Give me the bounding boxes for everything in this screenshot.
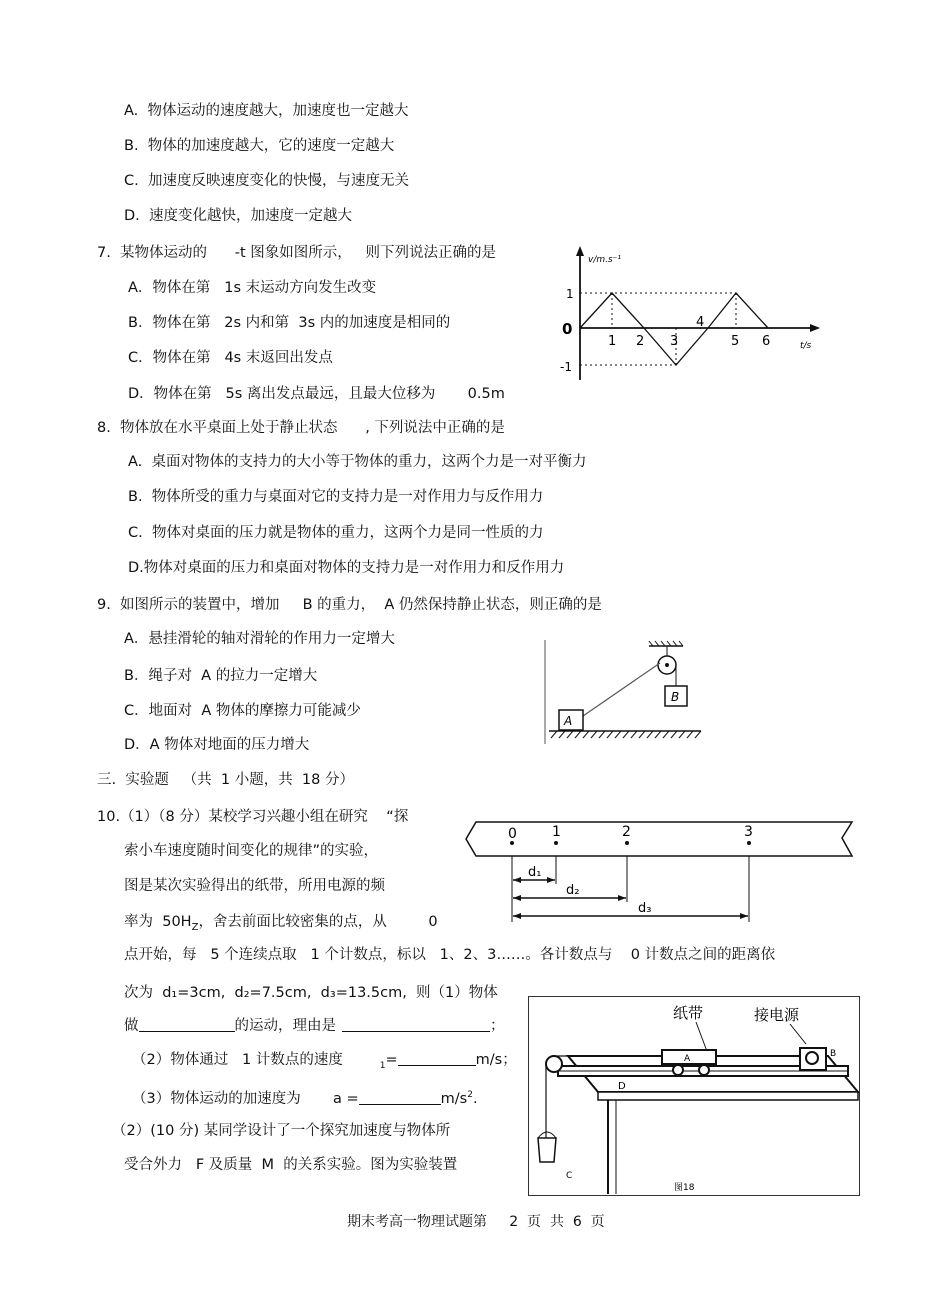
blank-velocity[interactable] [398, 1050, 476, 1066]
q8-option-c: C. 物体对桌面的压力就是物体的重力，这两个力是同一性质的力 [128, 525, 544, 541]
vt-graph [558, 240, 824, 388]
q10-line-8: （2）物体通过 1 计数点的速度 $_1$= m/s； [132, 1052, 517, 1071]
q8-option-b: B. 物体所受的重力与桌面对它的支持力是一对作用力与反作用力 [128, 489, 544, 505]
q10-line-10: （2）(10 分) 某同学设计了一个探究加速度与物体所 [112, 1123, 451, 1139]
blank-acceleration[interactable] [359, 1089, 441, 1105]
apparatus-label-bucket: C [566, 1171, 573, 1181]
tape-point-3: 3 [744, 824, 753, 840]
q10-line-11: 受合外力 F 及质量 M 的关系实验。图为实验装置 [124, 1157, 458, 1173]
q10-line-4: 率为 $50H_Z$，舍去前面比较密集的点，从 0 [124, 914, 438, 933]
graph-tick-2: 2 [636, 334, 645, 349]
apparatus-label-cart: A [684, 1054, 691, 1064]
q10-line-9: （3）物体运动的加速度为 $a = m/s^2$. [132, 1090, 478, 1107]
tape-d3: d₃ [638, 901, 652, 916]
tape-point-0: 0 [508, 826, 517, 842]
apparatus-label-power: 接电源 [754, 1006, 800, 1024]
tape-d2: d₂ [566, 883, 580, 898]
q10-line-5: 点开始，每 5 个连续点取 1 个计数点，标以 1、2、3……。各计数点与 0 计数点之间的距离依 [124, 947, 776, 963]
apparatus-label-board: D [618, 1081, 626, 1092]
q10-line-7: 做 的运动，理由是 ； [124, 1018, 505, 1034]
block-a-label: A [564, 714, 573, 728]
q7-stem: 7. 某物体运动的 -t 图象如图所示， 则下列说法正确的是 [97, 245, 497, 261]
graph-tick-5: 5 [731, 334, 740, 349]
q6-option-b: B. 物体的加速度越大，它的速度一定越大 [124, 138, 395, 154]
q6-option-a: A. 物体运动的速度越大，加速度也一定越大 [124, 103, 409, 119]
q10-line-3: 图是某次实验得出的纸带，所用电源的频 [124, 878, 385, 894]
pulley-figure [543, 640, 703, 744]
page-footer: 期末考高一物理试题第 2 页 共 6 页 [347, 1214, 605, 1230]
graph-tick-1: 1 [608, 334, 617, 349]
q7-option-c: C．物体在第 4s 末返回出发点 [128, 350, 333, 366]
q8-option-d: D.物体对桌面的压力和桌面对物体的支持力是一对作用力和反作用力 [128, 560, 565, 576]
blank-motion[interactable] [139, 1016, 235, 1032]
q10-line-6: 次为 d₁=3cm, d₂=7.5cm, d₃=13.5cm, 则（1）物体 [124, 985, 498, 1001]
q8-option-a: A. 桌面对物体的支持力的大小等于物体的重力，这两个力是一对平衡力 [128, 454, 587, 470]
graph-tick-3: 3 [670, 334, 679, 349]
q9-option-b: B．绳子对 A 的拉力一定增大 [124, 668, 318, 684]
apparatus-figure [528, 996, 860, 1196]
block-b-label: B [671, 690, 680, 704]
graph-tick-4: 4 [696, 315, 705, 330]
q9-option-a: A．悬挂滑轮的轴对滑轮的作用力一定增大 [124, 631, 395, 647]
tape-point-2: 2 [622, 824, 631, 840]
q7-option-b: B．物体在第 2s 内和第 3s 内的加速度是相同的 [128, 315, 451, 331]
apparatus-label-timer: B [830, 1049, 837, 1059]
graph-tick-6: 6 [762, 334, 771, 349]
q10-line-2: 索小车速度随时间变化的规律”的实验， [124, 843, 379, 859]
q7-option-d: D．物体在第 5s 离出发点最远，且最大位移为 0.5m [128, 386, 505, 402]
q9-stem: 9. 如图所示的装置中，增加 B 的重力， A 仍然保持静止状态，则正确的是 [97, 597, 602, 613]
q6-option-c: C. 加速度反映速度变化的快慢，与速度无关 [124, 173, 409, 189]
q9-option-d: D．A 物体对地面的压力增大 [124, 737, 310, 753]
q10-line-1: 10.（1）（8 分）某校学习兴趣小组在研究 “探 [97, 809, 409, 825]
apparatus-label-tape: 纸带 [673, 1004, 704, 1022]
graph-y-one: 1 [566, 287, 574, 301]
graph-y-zero: 0 [562, 320, 573, 338]
q7-option-a: A．物体在第 1s 末运动方向发生改变 [128, 280, 377, 296]
blank-reason[interactable] [342, 1016, 490, 1032]
section-3-heading: 三. 实验题 （共 1 小题，共 18 分） [97, 772, 354, 788]
graph-y-neg: -1 [560, 360, 572, 374]
q6-option-d: D. 速度变化越快，加速度一定越大 [124, 208, 352, 224]
apparatus-caption: 图18 [674, 1183, 695, 1193]
tape-point-1: 1 [552, 824, 561, 840]
tape-d1: d₁ [528, 865, 542, 880]
paper-tape-figure [462, 816, 854, 928]
graph-y-label: v/m.s⁻¹ [588, 255, 622, 265]
graph-x-label: t/s [800, 341, 812, 351]
q9-option-c: C．地面对 A 物体的摩擦力可能减少 [124, 703, 361, 719]
q8-stem: 8. 物体放在水平桌面上处于静止状态 , 下列说法中正确的是 [97, 420, 505, 436]
